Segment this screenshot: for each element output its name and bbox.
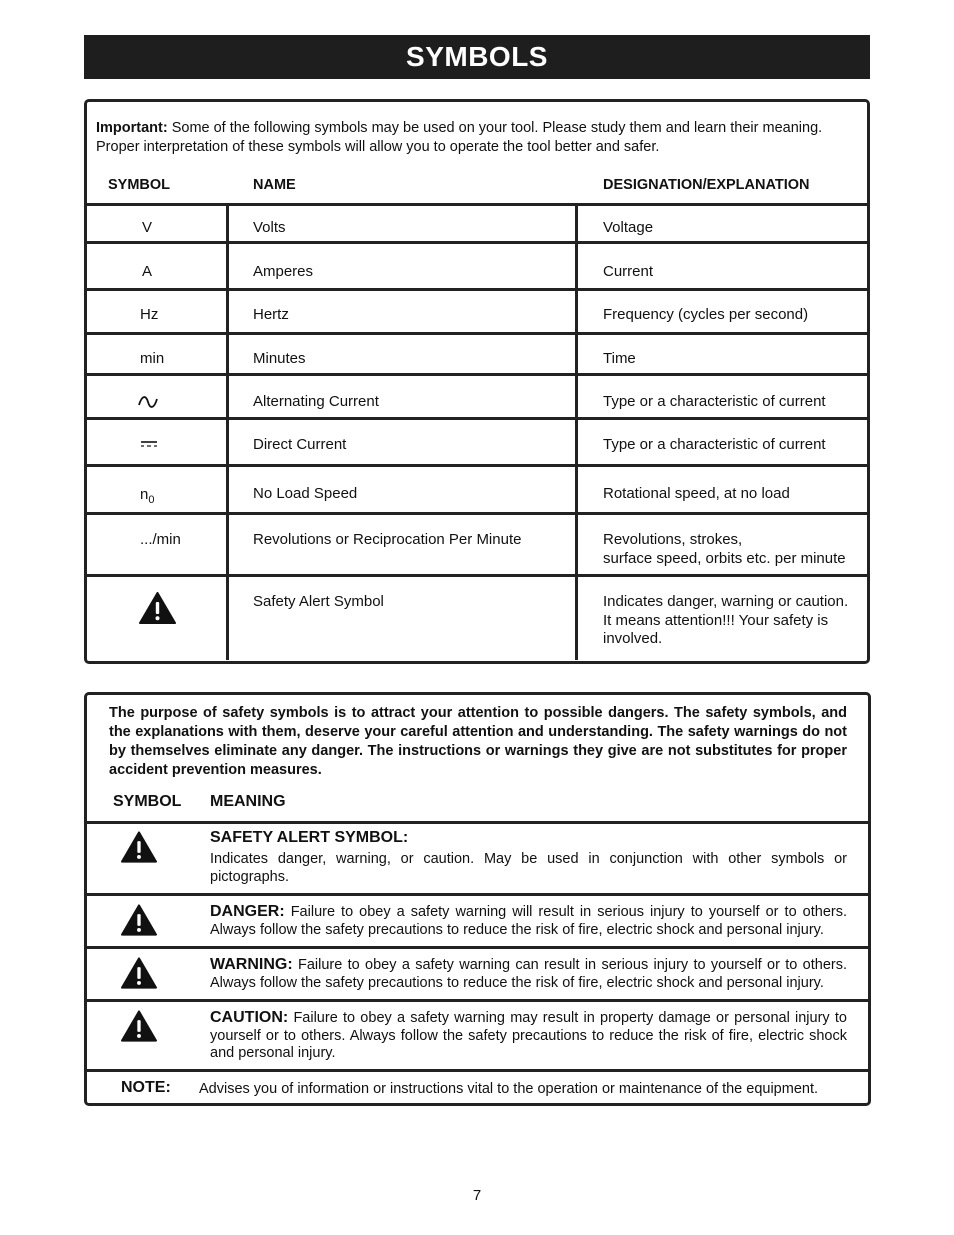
column-divider (226, 206, 229, 660)
page-title: SYMBOLS (84, 35, 870, 79)
table-rule (87, 241, 867, 244)
danger-title: DANGER: (210, 903, 285, 920)
warning-title: WARNING: (210, 956, 293, 973)
note-text: Advises you of information or instructions vital to the operation or maintenance of the equipment. (199, 1081, 819, 1097)
safety-intro: The purpose of safety symbols is to attract your attention to possible dangers. The safety symbols, and the explanations with them, deserve your careful attention and understanding. The safety warnings do not by themselves eliminate any danger. The instructions or warnings they give are not substitutes for proper accident prevention measures. (109, 705, 847, 778)
symbol-subscript: 0 (148, 494, 155, 506)
safety-alert-text: Indicates danger, warning, or caution. May be used in conjunction with other symbols or pictographs. (210, 851, 847, 885)
symbols-table (84, 99, 870, 664)
header-designation: DESIGNATION/EXPLANATION (603, 177, 810, 193)
desc-amperes: Current (603, 263, 654, 280)
warning-text: Failure to obey a safety warning can result in serious injury to yourself or to others. Always follow the safety precautions to reduce the risk of fire, electric shock and personal injury. (210, 957, 847, 991)
name-safety-alert: Safety Alert Symbol (253, 593, 384, 610)
table-rule (87, 464, 867, 467)
symbol-n: n (140, 486, 149, 503)
desc-no-load-speed: Rotational speed, at no load (603, 485, 790, 502)
name-amperes: Amperes (253, 263, 314, 280)
desc-safety-alert-line1: Indicates danger, warning or caution. (603, 593, 849, 610)
name-hertz: Hertz (253, 306, 289, 323)
name-volts: Volts (253, 219, 286, 236)
safety-alert-icon (121, 831, 157, 868)
table-rule (87, 999, 868, 1002)
warning-icon (121, 957, 157, 994)
table-rule (87, 1069, 868, 1072)
symbol-minutes: min (140, 350, 165, 367)
table-rule (87, 946, 868, 949)
safety-alert-icon (139, 592, 176, 629)
symbol-volts: V (142, 219, 153, 236)
desc-alternating-current: Type or a characteristic of current (603, 393, 826, 410)
header-meaning: MEANING (210, 793, 286, 810)
desc-safety-alert (603, 593, 848, 649)
desc-minutes: Time (603, 350, 636, 367)
caution-icon (121, 1010, 157, 1047)
table-rule (87, 332, 867, 335)
table-rule (87, 203, 867, 206)
symbol-amperes: A (142, 263, 153, 280)
table-rule (87, 373, 867, 376)
name-per-minute: Revolutions or Reciprocation Per Minute (253, 531, 522, 548)
safety-alert-title: SAFETY ALERT SYMBOL: (210, 829, 409, 846)
table-rule (87, 512, 867, 515)
table-rule (87, 574, 867, 577)
important-label: Important: (96, 120, 168, 136)
caution-row (210, 1009, 847, 1063)
caution-text: Failure to obey a safety warning may result in property damage or personal injury to yourself or to others. Always follow the safety precautions to reduce the risk of fire, electric shock and personal injury. (210, 1010, 847, 1061)
name-no-load-speed: No Load Speed (253, 485, 358, 502)
header-symbol: SYMBOL (113, 793, 182, 810)
desc-per-minute (603, 531, 846, 568)
desc-hertz: Frequency (cycles per second) (603, 306, 809, 323)
direct-current-icon (141, 440, 157, 448)
page-number: 7 (472, 1187, 482, 1204)
warning-row (210, 956, 847, 992)
alternating-current-icon (137, 394, 159, 410)
table-rule (87, 288, 867, 291)
caution-title: CAUTION: (210, 1009, 289, 1026)
desc-per-minute-line2: surface speed, orbits etc. per minute (603, 549, 846, 567)
safety-symbols-table (84, 692, 871, 1106)
symbol-per-minute: .../min (140, 531, 181, 548)
desc-direct-current: Type or a characteristic of current (603, 436, 826, 453)
symbol-no-load-speed (140, 486, 154, 510)
name-alternating-current: Alternating Current (253, 393, 379, 410)
header-name: NAME (253, 177, 296, 193)
important-intro (96, 119, 866, 157)
name-minutes: Minutes (253, 350, 306, 367)
table-rule (87, 417, 867, 420)
symbol-hertz: Hz (140, 306, 159, 323)
desc-safety-alert-line2: It means attention!!! Your safety is (603, 611, 829, 629)
desc-safety-alert-line3: involved. (603, 630, 663, 647)
table-rule (87, 821, 868, 824)
danger-text: Failure to obey a safety warning will result in serious injury to yourself or to others. Always follow the safety precautions to reduce the risk of fire, electric shock and personal injury. (210, 904, 847, 938)
danger-row (210, 903, 847, 939)
header-symbol: SYMBOL (108, 177, 171, 193)
name-direct-current: Direct Current (253, 436, 347, 453)
note-label: NOTE: (121, 1079, 171, 1096)
column-divider (575, 206, 578, 660)
desc-per-minute-line1: Revolutions, strokes, (603, 531, 743, 548)
intro-text-1: Some of the following symbols may be used on your tool. Please study them and learn their meaning. (167, 120, 823, 136)
desc-volts: Voltage (603, 219, 654, 236)
intro-text-2: Proper interpretation of these symbols will allow you to operate the tool better and safer. (96, 139, 660, 155)
danger-icon (121, 904, 157, 941)
table-rule (87, 893, 868, 896)
